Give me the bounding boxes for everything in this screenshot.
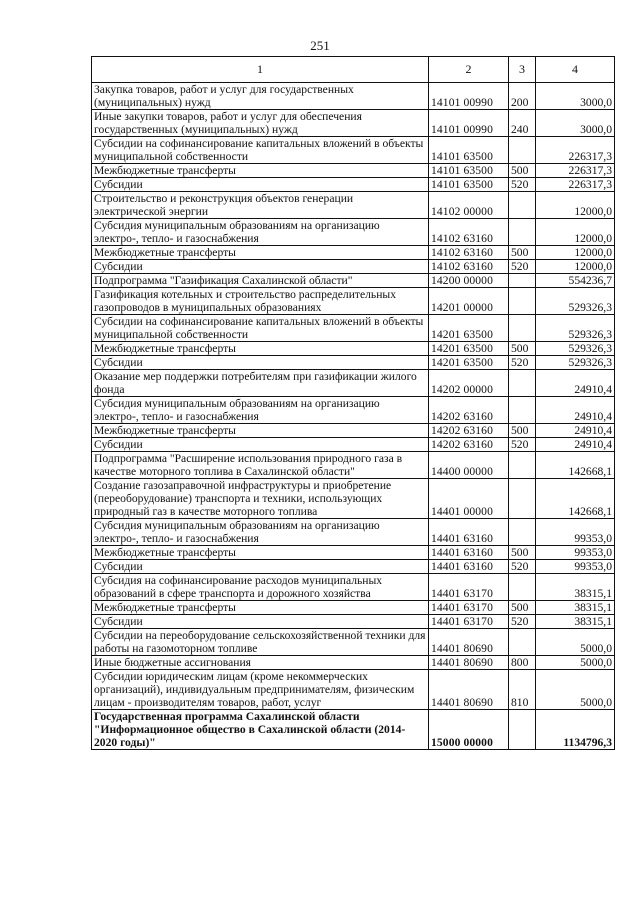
- row-code-cell: 14401 63160: [429, 519, 509, 546]
- row-name-cell: Субсидия муниципальным образованиям на организацию электро-, тепло- и газоснабжения: [92, 519, 429, 546]
- table-row: [92, 83, 615, 110]
- row-amount-cell: 5000,0: [536, 670, 615, 710]
- row-amount-cell: 24910,4: [536, 438, 615, 452]
- row-code-cell: 14401 80690: [429, 670, 509, 710]
- table-row: [92, 710, 615, 750]
- row-amount-cell: 529326,3: [536, 288, 615, 315]
- row-type-cell: [509, 219, 536, 246]
- row-name-cell: Государственная программа Сахалинской области "Информационное общество в Сахалинской области (2014-2020 годы)": [92, 710, 429, 750]
- row-code-cell: 14102 63160: [429, 260, 509, 274]
- table-row: [92, 574, 615, 601]
- row-name-cell: Субсидии юридическим лицам (кроме некоммерческих организаций), индивидуальным предпринимателям, физическим лицам - производителям товаров, работ, услуг: [92, 670, 429, 710]
- row-code-cell: 14201 63500: [429, 342, 509, 356]
- row-amount-cell: 5000,0: [536, 629, 615, 656]
- row-code-cell: 14401 80690: [429, 656, 509, 670]
- row-name-cell: Подпрограмма "Расширение использования природного газа в качестве моторного топлива в Сахалинской области": [92, 452, 429, 479]
- row-code-cell: 14101 63500: [429, 137, 509, 164]
- row-type-cell: [509, 370, 536, 397]
- row-name-cell: Межбюджетные трансферты: [92, 342, 429, 356]
- row-type-cell: 500: [509, 424, 536, 438]
- row-amount-cell: 529326,3: [536, 315, 615, 342]
- row-code-cell: 14401 63160: [429, 546, 509, 560]
- row-name-cell: Межбюджетные трансферты: [92, 424, 429, 438]
- table-row: [92, 615, 615, 629]
- table-row: [92, 274, 615, 288]
- row-type-cell: 500: [509, 601, 536, 615]
- table-row: [92, 288, 615, 315]
- row-amount-cell: 12000,0: [536, 219, 615, 246]
- row-type-cell: [509, 137, 536, 164]
- row-name-cell: Субсидии на софинансирование капитальных вложений в объекты муниципальной собственности: [92, 137, 429, 164]
- row-name-cell: Субсидии: [92, 560, 429, 574]
- row-code-cell: 14102 63160: [429, 246, 509, 260]
- row-type-cell: [509, 629, 536, 656]
- row-name-cell: Строительство и реконструкция объектов генерации электрической энергии: [92, 192, 429, 219]
- row-name-cell: Субсидия муниципальным образованиям на организацию электро-, тепло- и газоснабжения: [92, 219, 429, 246]
- row-amount-cell: 529326,3: [536, 342, 615, 356]
- row-amount-cell: 1134796,3: [536, 710, 615, 750]
- table-row: [92, 560, 615, 574]
- table-row: [92, 178, 615, 192]
- row-type-cell: [509, 519, 536, 546]
- table-row: [92, 656, 615, 670]
- row-type-cell: [509, 192, 536, 219]
- row-name-cell: Оказание мер поддержки потребителям при газификации жилого фонда: [92, 370, 429, 397]
- row-code-cell: 14201 63500: [429, 356, 509, 370]
- table-row: [92, 546, 615, 560]
- row-code-cell: 14101 00990: [429, 110, 509, 137]
- row-type-cell: 810: [509, 670, 536, 710]
- row-name-cell: Межбюджетные трансферты: [92, 164, 429, 178]
- row-name-cell: Субсидии на софинансирование капитальных вложений в объекты муниципальной собственности: [92, 315, 429, 342]
- row-name-cell: Межбюджетные трансферты: [92, 246, 429, 260]
- row-code-cell: 14101 63500: [429, 178, 509, 192]
- table-row: [92, 670, 615, 710]
- row-name-cell: Иные бюджетные ассигнования: [92, 656, 429, 670]
- row-code-cell: 14102 00000: [429, 192, 509, 219]
- row-name-cell: Субсидии на переоборудование сельскохозяйственной техники для работы на газомоторном топливе: [92, 629, 429, 656]
- row-amount-cell: 3000,0: [536, 83, 615, 110]
- row-code-cell: 14202 00000: [429, 370, 509, 397]
- row-type-cell: 240: [509, 110, 536, 137]
- row-code-cell: 14102 63160: [429, 219, 509, 246]
- row-amount-cell: 99353,0: [536, 560, 615, 574]
- row-amount-cell: 226317,3: [536, 164, 615, 178]
- row-name-cell: Субсидии: [92, 178, 429, 192]
- table-row: [92, 137, 615, 164]
- row-name-cell: Межбюджетные трансферты: [92, 601, 429, 615]
- table-row: [92, 370, 615, 397]
- row-amount-cell: 38315,1: [536, 574, 615, 601]
- table-row: [92, 438, 615, 452]
- row-code-cell: 14401 80690: [429, 629, 509, 656]
- row-amount-cell: 142668,1: [536, 452, 615, 479]
- row-code-cell: 14401 00000: [429, 479, 509, 519]
- row-amount-cell: 24910,4: [536, 397, 615, 424]
- budget-table: [91, 56, 615, 750]
- row-name-cell: Субсидии: [92, 438, 429, 452]
- row-type-cell: [509, 315, 536, 342]
- row-name-cell: Субсидии: [92, 615, 429, 629]
- table-row: [92, 260, 615, 274]
- table-row: [92, 601, 615, 615]
- row-type-cell: 500: [509, 546, 536, 560]
- row-code-cell: 14202 63160: [429, 424, 509, 438]
- row-type-cell: 520: [509, 260, 536, 274]
- table-row: [92, 342, 615, 356]
- row-amount-cell: 12000,0: [536, 192, 615, 219]
- table-row: [92, 519, 615, 546]
- table-row: [92, 479, 615, 519]
- row-type-cell: 200: [509, 83, 536, 110]
- row-type-cell: 520: [509, 560, 536, 574]
- table-row: [92, 110, 615, 137]
- row-amount-cell: 38315,1: [536, 601, 615, 615]
- table-row: [92, 424, 615, 438]
- row-type-cell: [509, 397, 536, 424]
- table-body: [92, 83, 615, 750]
- table-row: [92, 192, 615, 219]
- row-amount-cell: 12000,0: [536, 260, 615, 274]
- header-col-1: 1: [92, 57, 429, 83]
- header-col-2: 2: [429, 57, 509, 83]
- row-type-cell: [509, 479, 536, 519]
- row-type-cell: [509, 452, 536, 479]
- row-name-cell: Субсидии: [92, 356, 429, 370]
- row-amount-cell: 38315,1: [536, 615, 615, 629]
- page-number: 251: [310, 38, 330, 53]
- row-code-cell: 15000 00000: [429, 710, 509, 750]
- table-row: [92, 397, 615, 424]
- row-code-cell: 14201 00000: [429, 288, 509, 315]
- row-type-cell: [509, 274, 536, 288]
- row-code-cell: 14202 63160: [429, 438, 509, 452]
- table-row: [92, 246, 615, 260]
- table-row: [92, 315, 615, 342]
- row-type-cell: 520: [509, 356, 536, 370]
- row-code-cell: 14401 63170: [429, 615, 509, 629]
- row-code-cell: 14200 00000: [429, 274, 509, 288]
- row-code-cell: 14101 00990: [429, 83, 509, 110]
- header-col-4: 4: [536, 57, 615, 83]
- row-amount-cell: 142668,1: [536, 479, 615, 519]
- row-name-cell: Межбюджетные трансферты: [92, 546, 429, 560]
- header-col-3: 3: [509, 57, 536, 83]
- row-name-cell: Закупка товаров, работ и услуг для государственных (муниципальных) нужд: [92, 83, 429, 110]
- row-amount-cell: 226317,3: [536, 137, 615, 164]
- row-name-cell: Газификация котельных и строительство распределительных газопроводов в муниципальных образованиях: [92, 288, 429, 315]
- row-amount-cell: 99353,0: [536, 519, 615, 546]
- row-type-cell: [509, 574, 536, 601]
- row-code-cell: 14401 63170: [429, 574, 509, 601]
- row-type-cell: 520: [509, 178, 536, 192]
- row-amount-cell: 5000,0: [536, 656, 615, 670]
- table-row: [92, 356, 615, 370]
- row-name-cell: Субсидия на софинансирование расходов муниципальных образований в сфере транспорта и дорожного хозяйства: [92, 574, 429, 601]
- row-amount-cell: 3000,0: [536, 110, 615, 137]
- table-row: [92, 629, 615, 656]
- row-amount-cell: 99353,0: [536, 546, 615, 560]
- table-row: [92, 164, 615, 178]
- table-header-row: [92, 57, 615, 83]
- row-amount-cell: 12000,0: [536, 246, 615, 260]
- row-type-cell: 500: [509, 164, 536, 178]
- row-type-cell: [509, 710, 536, 750]
- row-name-cell: Субсидия муниципальным образованиям на организацию электро-, тепло- и газоснабжения: [92, 397, 429, 424]
- row-amount-cell: 24910,4: [536, 370, 615, 397]
- row-code-cell: 14401 63160: [429, 560, 509, 574]
- row-code-cell: 14202 63160: [429, 397, 509, 424]
- row-type-cell: [509, 288, 536, 315]
- row-amount-cell: 554236,7: [536, 274, 615, 288]
- row-type-cell: 500: [509, 246, 536, 260]
- row-code-cell: 14400 00000: [429, 452, 509, 479]
- row-name-cell: Подпрограмма "Газификация Сахалинской области": [92, 274, 429, 288]
- row-type-cell: 520: [509, 438, 536, 452]
- row-amount-cell: 529326,3: [536, 356, 615, 370]
- row-type-cell: 800: [509, 656, 536, 670]
- row-amount-cell: 226317,3: [536, 178, 615, 192]
- row-code-cell: 14201 63500: [429, 315, 509, 342]
- row-code-cell: 14101 63500: [429, 164, 509, 178]
- row-name-cell: Субсидии: [92, 260, 429, 274]
- row-type-cell: 500: [509, 342, 536, 356]
- table-row: [92, 219, 615, 246]
- row-type-cell: 520: [509, 615, 536, 629]
- row-amount-cell: 24910,4: [536, 424, 615, 438]
- row-code-cell: 14401 63170: [429, 601, 509, 615]
- row-name-cell: Создание газозаправочной инфраструктуры и приобретение (переоборудование) транспорта и техники, использующих природный газ в качестве моторного топлива: [92, 479, 429, 519]
- row-name-cell: Иные закупки товаров, работ и услуг для обеспечения государственных (муниципальных) нужд: [92, 110, 429, 137]
- table-row: [92, 452, 615, 479]
